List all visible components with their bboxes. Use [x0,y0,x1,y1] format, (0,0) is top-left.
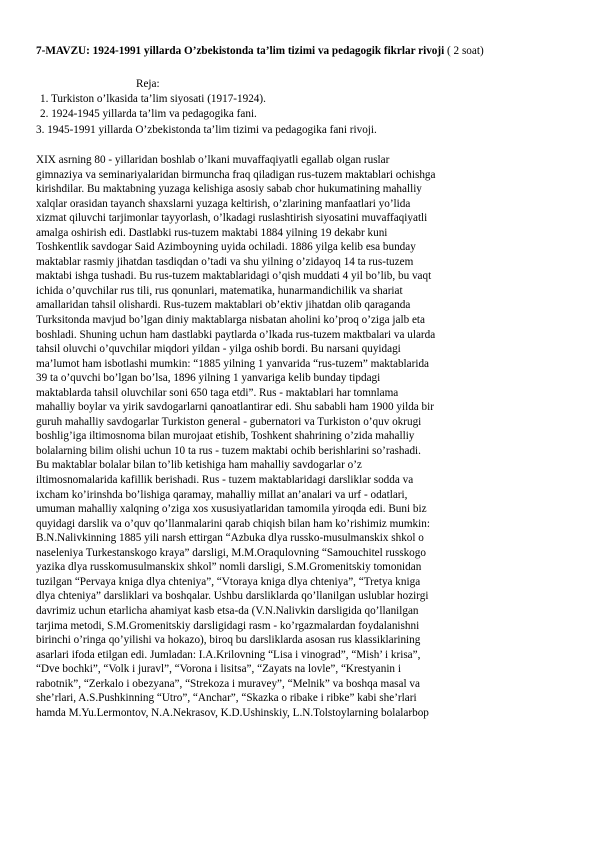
body-line: maktabi ishga tushadi. Bu rus-tuzem maktablaridagi o’qish muddati 4 yil bo’lib, bu vaqt [36,270,432,283]
body-line: boshladi. Shuning uchun ham dastlabki paytlarda o’lkada rus-tuzem maktbalari va ularda [36,328,436,341]
body-line: kirishdilar. Bu maktabning yuzaga kelishiga asosiy sabab chor hukumatining mahalliy [36,183,422,196]
body-line: ma’lumot ham isbotlashi mumkin: “1885 yilning 1 yanvarida “rus-tuzem” maktablarida [36,357,430,370]
body-line: birinchi o’ringa qo’yilishi va hokazo), biroq bu darsliklarda asosan rus klassiklarining [36,634,421,647]
body-line: hamda M.Yu.Lermontov, N.A.Nekrasov, K.D.Ushinskiy, L.N.Tolstoylarning bolalarbop [36,706,429,719]
body-line: Turksitonda mavjud bo’lgan diniy maktablarga nisbatan aholini ko’proq o’ziga jalb eta [36,314,425,327]
body-line: davrimiz uchun etarlicha ahamiyat kasb etsa-da (V.N.Nalivkin darsligida qo’llanilgan [36,604,419,617]
body-line: 39 ta o’quvchi bo’lgan bo’lsa, 1896 yilning 1 yanvariga kelib bunday tipdagi [36,372,381,385]
body-line: tarjima metodi, S.M.Gromenitskiy darsligidagi rasm - ko’rgazmalardan foydalanishni [36,619,420,632]
body-line: Bu maktablar bolalar bilan to’lib ketishiga ham mahalliy savdogarlar o’z [36,459,362,472]
body-paragraph [36,153,576,720]
title-hours: ( 2 soat) [447,45,484,57]
body-line: ixcham ko’irinshda bo’lishiga qaramay, mahalliy millat an’analari va urf - odatlari, [36,488,408,501]
body-line: amalga oshirish edi. Dastlabki rus-tuzem maktabi 1884 yilning 19 dekabr kuni [36,226,388,239]
plan-item: 3. 1945-1991 yillarda O’zbekistonda ta’lim tizimi va pedagogika fani rivoji. [36,123,377,136]
body-line: ichida o’quvchilar rus tili, rus qonunlari, matematika, hunarmandichilik va shariat [36,284,403,297]
plan-heading: Reja: [136,78,160,90]
title-bold: 7-MAVZU: 1924-1991 yillarda O’zbekistonda ta’lim tizimi va pedagogik fikrlar rivoji [36,45,445,57]
body-line: Toshkentlik savdogar Said Azimboyning uyida ochiladi. 1886 yilga kelib esa bunday [36,241,416,254]
body-line: guruh mahalliy savdogarlar Turkiston general - gubernatori va Turkiston o’quv okrugi [36,415,422,428]
plan-item: 1. Turkiston o’lkasida ta’lim siyosati (1917-1924). [40,93,266,105]
body-line: quyidagi darslik va o’quv qo’llanmalarini qarab chiqish bilan ham ko’rishimiz mumkin: [36,517,430,530]
body-line: XIX asrning 80 - yillaridan boshlab o’lkani muvaffaqiyatli egallab olgan ruslar [36,154,390,166]
body-line: xalqlar orasidan tayanch shaxslarni yuzaga keltirish, o’zlarining manfaatlari yo’lida [36,197,411,210]
plan-item: 2. 1924-1945 yillarda ta’lim va pedagogika fani. [40,108,257,121]
body-line: maktablarda tahsil oluvchilar soni 650 taga etdi”. Rus - maktablari har tomnlama [36,386,399,399]
body-line: bolalarning bilim olishi uchun 10 ta rus - tuzem maktabi ochib berishlarini so’rashadi. [36,444,421,457]
body-line: maktablar rasmiy jihatdan tasdiqdan o’tadi va shu yilning o’zidayoq 14 ta rus-tuzem [36,255,414,268]
body-line: dlya chteniya” darsliklari va boshqalar. Ushbu darsliklarda qo’llanilgan uslublar hozirgi [36,590,429,603]
page-title [36,44,556,59]
body-line: yazika dlya russkomusulmanskix shkol” nomli darsligi, S.M.Gromenitskiy tomonidan [36,561,422,574]
body-line: she’rlari, A.S.Pushkinning “Utro”, “Anchar”, “Skazka o ribake i ribke” kabi she’rlari [36,692,417,705]
body-line: iltimosnomalarida kafillik berishadi. Rus - tuzem maktablaridagi darsliklar sodda va [36,474,414,487]
body-line: gimnaziya va seminariyalaridan birmuncha fraq qiladigan rus-tuzem maktablari ochishga [36,168,436,181]
body-line: boshlig’iga iltimosnoma bilan murojaat etishib, Toshkent shahrining o’zida mahalliy [36,430,415,443]
body-line: “Dve bochki”, “Volk i juravl”, “Vorona i lisitsa”, “Zayats na lovle”, “Krestyanin i [36,663,401,676]
body-line: amallaridan tahsil olishardi. Rus-tuzem maktablari ob’ektiv jihatdan olib qaraganda [36,299,411,312]
body-line: rabotnik”, “Zerkalo i obezyana”, “Strekoza i muravey”, “Melnik” va boshqa masal va [36,677,420,690]
body-line: xizmat qiluvchi tarjimonlar tayyorlash, o’lkadagi ruslashtirish siyosatini muvaffaqiyatli [36,212,428,225]
body-line: tahsil oluvchi o’quvchilar miqdori yildan - yilga oshib bordi. Bu narsani quyidagi [36,343,401,356]
body-line: tuzilgan “Pervaya kniga dlya chteniya”, “Vtoraya kniga dlya chteniya”, “Tretya kniga [36,575,421,588]
body-line: umuman mahalliy xalqning o’ziga xos xususiyatlaridan tamomila yiroqda edi. Buni biz [36,503,427,516]
body-line: naseleniya Turkestanskogo kraya” darsligi, M.M.Oraqulovning “Samouchitel russkogo [36,546,426,559]
body-line: mahalliy boylar va yirik savdogarlarni qanoatlantirar edi. Shu sababli ham 1900 yilda bir [36,401,434,414]
body-line: B.N.Nalivkinning 1885 yili narsh ettirgan “Azbuka dlya russko-musulmanskix shkol o [36,532,424,545]
body-line: asarlari ifoda etilgan edi. Jumladan: I.A.Krilovning “Lisa i vinograd”, “Mish’ i krisa”, [36,648,421,661]
